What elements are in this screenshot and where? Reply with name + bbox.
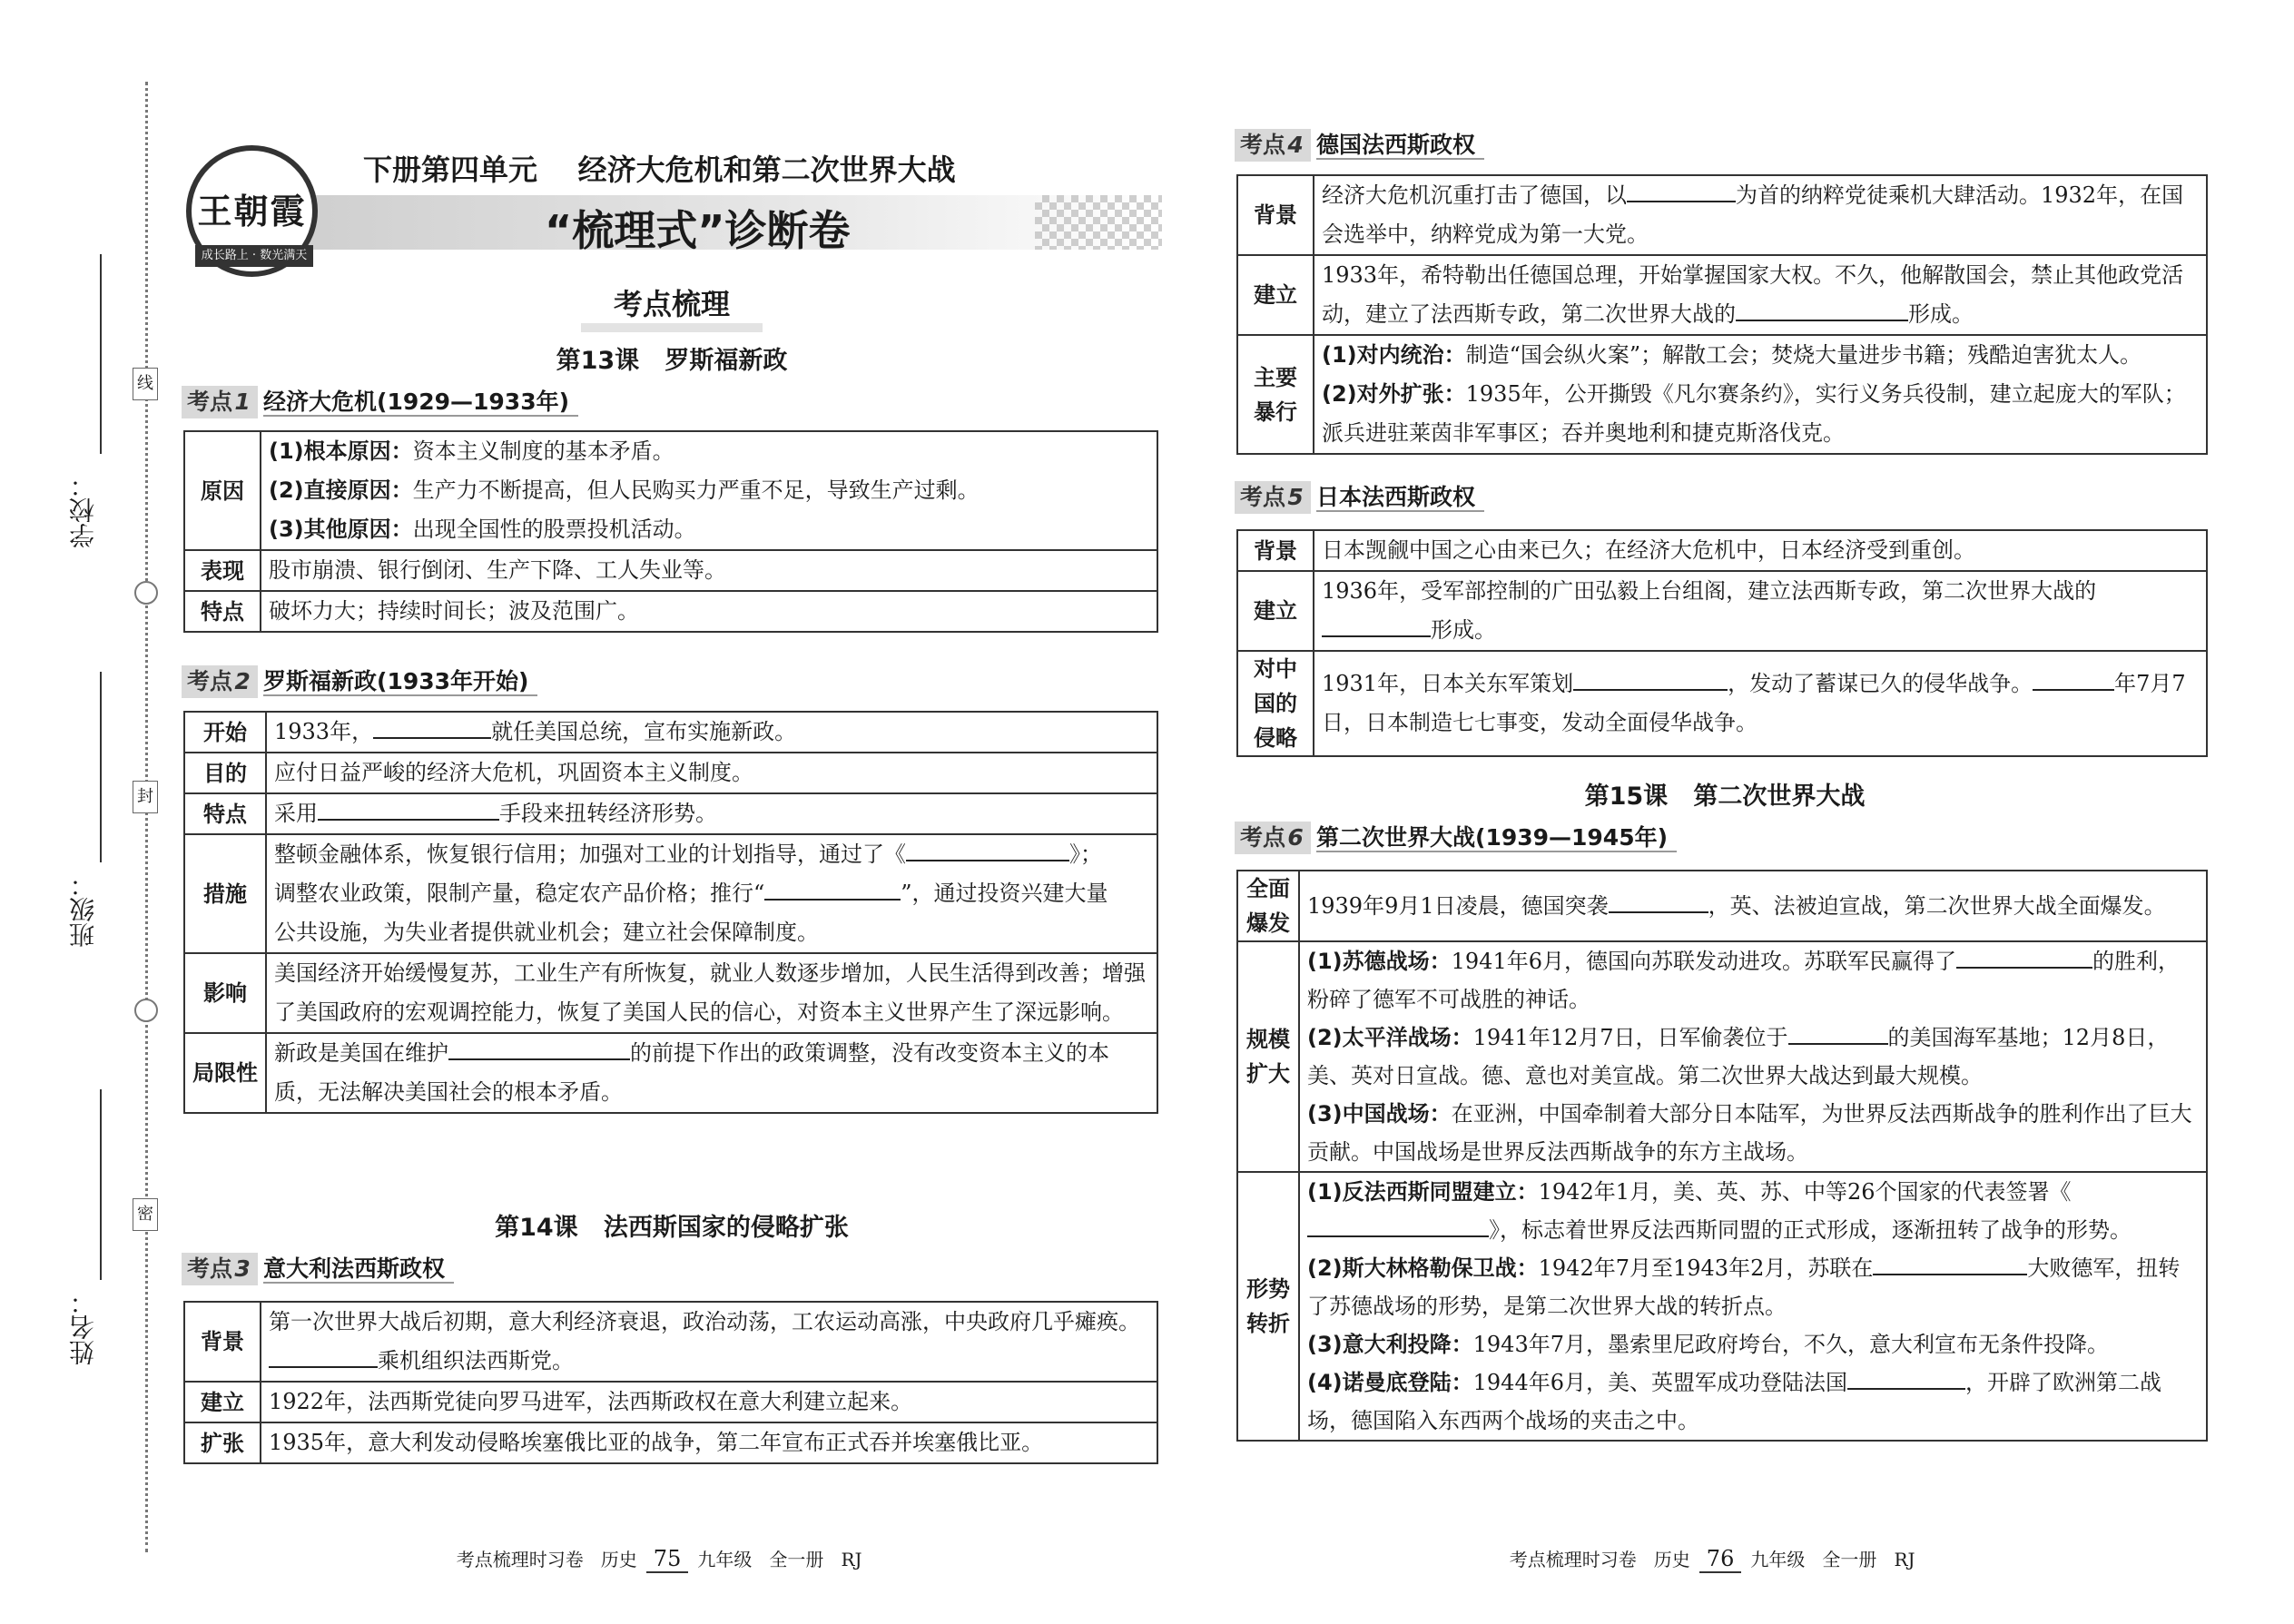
kd1-table: [183, 430, 1158, 633]
fill-blank[interactable]: [1627, 177, 1736, 202]
binding-mark-xian: 线: [133, 368, 158, 400]
table-row: 影响 美国经济开始缓慢复苏，工业生产有所恢复，就业人数逐步增加，人民生活得到改善；增强了美国政府的宏观调控能力，恢复了美国人民的信心，对资本主义世界产生了深远影响。: [184, 953, 1157, 1033]
name-field[interactable]: [100, 1089, 102, 1280]
table-row: 局限性 新政是美国在维护 的前提下作出的政策调整，没有改变资本主义的本质，无法解决美国社会的根本矛盾。: [184, 1033, 1157, 1113]
kd3-table: [183, 1301, 1158, 1464]
fill-blank[interactable]: [1847, 1364, 1965, 1390]
table-row: 建立 1936年，受军部控制的广田弘毅上台组阁，建立法西斯专政，第二次世界大战的形成。: [1237, 571, 2207, 651]
table-row: 建立 1922年，法西斯党徒向罗马进军，法西斯政权在意大利建立起来。: [184, 1382, 1157, 1422]
kd4-table: [1236, 174, 2208, 455]
row-key: 原因: [184, 431, 261, 550]
table-row: 特点 采用 手段来扭转经济形势。: [184, 793, 1157, 834]
section-title: 考点梳理: [581, 281, 763, 332]
table-row: 主要暴行 (1)对内统治：制造“国会纵火案”；解散工会；焚烧大量进步书籍；残酷迫害犹太人。 (2)对外扩张：1935年，公开撕毁《凡尔赛条约》，实行义务兵役制，建立起庞大的军队；派兵进驻莱茵非军事区；吞并奥地利和捷克斯洛伐克。: [1237, 335, 2207, 454]
class-label: 班级：: [68, 871, 98, 948]
page-number: 76: [1699, 1546, 1742, 1573]
brand-logo-ribbon: 成长路上 · 数光满天: [195, 245, 313, 267]
kd1-name: 经济大危机(1929—1933年): [263, 389, 578, 417]
fill-blank[interactable]: [1956, 943, 2092, 969]
fill-blank[interactable]: [1873, 1250, 2027, 1275]
table-row: 全面爆发 1939年9月1日凌晨，德国突袭 ，英、法被迫宣战，第二次世界大战全面爆发。: [1237, 871, 2207, 941]
fill-blank[interactable]: [764, 875, 901, 901]
table-row: 措施 整顿金融体系，恢复银行信用；加强对工业的计划指导，通过了《 》； 调整农业政策，限制产量，稳定农产品价格；推行“ ”，通过投资兴建大量 公共设施，为失业者提供就业机会；建立社会保障制度。: [184, 834, 1157, 953]
fill-blank[interactable]: [1609, 888, 1708, 913]
binding-mark-mi: 密: [133, 1198, 158, 1231]
table-row: 目的 应付日益严峻的经济大危机，巩固资本主义制度。: [184, 753, 1157, 793]
fill-blank[interactable]: [373, 714, 491, 739]
table-row: 规模扩大 (1)苏德战场：1941年6月，德国向苏联发动进攻。苏联军民赢得了 的胜利，粉碎了德军不可战胜的神话。 (2)太平洋战场：1941年12月7日，日军偷袭位于 的美国海军基地；12月8日，美、英对日宣战。德、意也对美宣战。第二次世界大战达到最大规模。 (3)中国战场：在亚洲，中国牵制着大部分日本陆军，为世界反法西斯战争的胜利作出了巨大贡献。中国战场是世界反法西斯战争的东方主战场。: [1237, 941, 2207, 1172]
kd-tag: 考点1: [182, 386, 258, 418]
table-row: 建立 1933年，希特勒出任德国总理，开始掌握国家大权。不久，他解散国会，禁止其他政党活动，建立了法西斯专政，第二次世界大战的 形成。: [1237, 255, 2207, 335]
table-row: 表现 股市崩溃、银行倒闭、生产下降、工人失业等。: [184, 550, 1157, 591]
kd2-heading: 考点2 罗斯福新政(1933年开始): [182, 665, 537, 698]
unit-title: 下册第四单元 经济大危机和第二次世界大战: [363, 153, 956, 187]
binding-mark-feng: 封: [133, 781, 158, 813]
lesson-15-title: 第15课 第二次世界大战: [1584, 782, 1866, 811]
table-row: [184, 431, 1157, 550]
fill-blank[interactable]: [1307, 1212, 1489, 1237]
header-checker-pattern: [1035, 195, 1162, 250]
fill-blank[interactable]: [906, 836, 1069, 861]
page-number: 75: [646, 1546, 689, 1573]
table-row: 开始 1933年， 就任美国总统，宣布实施新政。: [184, 712, 1157, 753]
binding-circle-1: [134, 581, 158, 605]
kd1-heading: [182, 386, 578, 418]
table-row: 背景 第一次世界大战后初期，意大利经济衰退，政治动荡，工农运动高涨，中央政府几乎瘫痪。乘机组织法西斯党。: [184, 1302, 1157, 1382]
name-label: 姓名：: [68, 1289, 98, 1365]
fill-blank[interactable]: [318, 795, 499, 821]
table-row: 对中国的侵略 1931年，日本关东军策划 ，发动了蓄谋已久的侵华战争。 年7月7日，日本制造七七事变，发动全面侵华战争。: [1237, 651, 2207, 756]
row-value: (1)根本原因：资本主义制度的基本矛盾。 (2)直接原因：生产力不断提高，但人民购买力严重不足，导致生产过剩。 (3)其他原因：出现全国性的股票投机活动。: [261, 431, 1157, 550]
table-row: 背景 经济大危机沉重打击了德国，以 为首的纳粹党徒乘机大肆活动。1932年，在国会选举中，纳粹党成为第一大党。: [1237, 175, 2207, 255]
fill-blank[interactable]: [448, 1035, 630, 1060]
table-row: 形势转折 (1)反法西斯同盟建立：1942年1月，美、英、苏、中等26个国家的代表签署《》，标志着世界反法西斯同盟的正式形成，逐渐扭转了战争的形势。 (2)斯大林格勒保卫战：1942年7月至1943年2月，苏联在 大败德军，扭转了苏德战场的形势，是第二次世界大战的转折点。 (3)意大利投降：1943年7月，墨索里尼政府垮台，不久，意大利宣布无条件投降。 (4)诺曼底登陆：1944年6月，美、英盟军成功登陆法国 ，开辟了欧洲第二战场，德国陷入东西两个战场的夹击之中。: [1237, 1172, 2207, 1441]
kd3-heading: 考点3 意大利法西斯政权: [182, 1253, 454, 1285]
table-row: 扩张 1935年，意大利发动侵略埃塞俄比亚的战争，第二年宣布正式吞并埃塞俄比亚。: [184, 1422, 1157, 1463]
fill-blank[interactable]: [269, 1343, 378, 1368]
table-row: 特点 破坏力大；持续时间长；波及范围广。: [184, 591, 1157, 632]
school-field[interactable]: [100, 254, 102, 454]
fill-blank[interactable]: [1788, 1019, 1888, 1045]
kd4-heading: 考点4 德国法西斯政权: [1235, 129, 1484, 162]
footer-right: 考点梳理时习卷 历史 76 九年级 全一册 RJ: [1509, 1546, 1915, 1571]
kd6-heading: 考点6 第二次世界大战(1939—1945年): [1235, 822, 1677, 854]
kd2-table: [183, 711, 1158, 1114]
kd5-table: [1236, 529, 2208, 757]
kd6-table: [1236, 870, 2208, 1442]
fill-blank[interactable]: [1322, 612, 1431, 637]
fill-blank[interactable]: [2033, 665, 2114, 691]
kd5-heading: 考点5 日本法西斯政权: [1235, 481, 1484, 514]
binding-dotted-line: [145, 82, 148, 1552]
brand-logo-text: 王朝霞: [197, 191, 307, 231]
table-row: 背景 日本觊觎中国之心由来已久；在经济大危机中，日本经济受到重创。: [1237, 530, 2207, 571]
school-label: 学校：: [68, 472, 98, 548]
page-title: “梳理式”诊断卷: [545, 206, 851, 255]
lesson-13-title: 第13课 罗斯福新政: [556, 347, 788, 375]
binding-circle-2: [134, 999, 158, 1022]
fill-blank[interactable]: [1573, 665, 1728, 691]
class-field[interactable]: [100, 672, 102, 862]
lesson-14-title: 第14课 法西斯国家的侵略扩张: [495, 1214, 849, 1242]
footer-left: 考点梳理时习卷 历史 75 九年级 全一册 RJ: [456, 1546, 862, 1571]
fill-blank[interactable]: [1736, 296, 1908, 321]
